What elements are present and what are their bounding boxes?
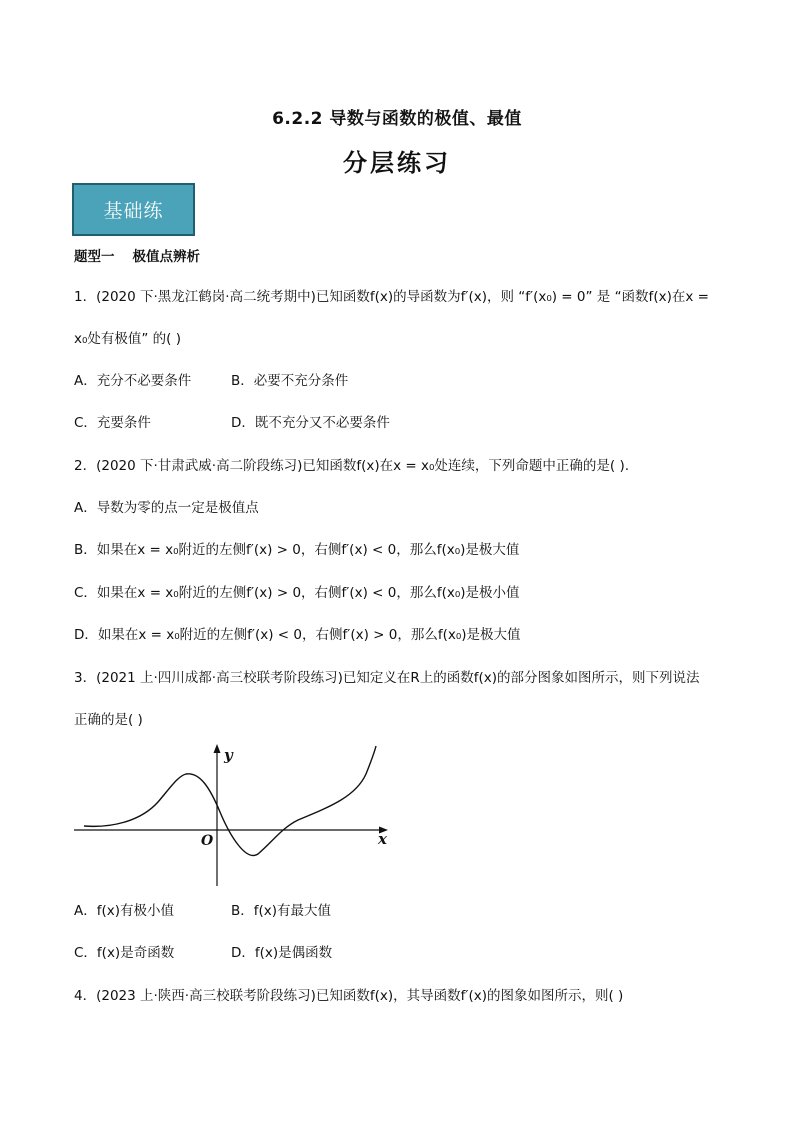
level-badge: 基础练: [72, 183, 195, 236]
q1-option-b: B．必要不充分条件: [231, 373, 349, 389]
section-label: 题型一: [74, 249, 115, 265]
q1-option-a: A．充分不必要条件: [74, 373, 192, 389]
q2-option-c: C．如果在x = x₀附近的左侧f′(x) > 0，右侧f′(x) < 0，那么f(x₀)是极小值: [74, 585, 520, 601]
section-name: 极值点辨析: [132, 249, 200, 265]
q1-option-c: C．充要条件: [74, 415, 151, 431]
function-graph: [70, 740, 400, 890]
y-axis-label: y: [224, 746, 233, 764]
origin-label: O: [201, 833, 214, 849]
question-3-text-cont: 正确的是( ): [74, 712, 143, 728]
q1-option-d: D．既不充分又不必要条件: [231, 415, 390, 431]
q3-option-c: C．f(x)是奇函数: [74, 945, 175, 961]
question-3-text: 3．(2021 上·四川成都·高三校联考阶段练习)已知定义在R上的函数f(x)的部分图象如图所示，则下列说法: [74, 670, 700, 686]
question-2-text: 2．(2020 下·甘肃武威·高二阶段练习)已知函数f(x)在x = x₀处连续，下列命题中正确的是( ).: [74, 458, 630, 474]
question-1-text: 1．(2020 下·黑龙江鹤岗·高二统考期中)已知函数f(x)的导函数为f′(x)，则 “f′(x₀) = 0” 是 “函数f(x)在x =: [74, 289, 709, 305]
question-4-text: 4．(2023 上·陕西·高三校联考阶段练习)已知函数f(x)，其导函数f′(x)的图象如图所示，则( ): [74, 988, 624, 1004]
q2-option-a: A．导数为零的点一定是极值点: [74, 500, 259, 516]
y-axis-arrow: [214, 744, 221, 753]
q3-option-d: D．f(x)是偶函数: [231, 945, 333, 961]
page-subtitle: 分层练习: [343, 149, 451, 177]
q3-option-b: B．f(x)有最大值: [231, 903, 332, 919]
question-1-text-cont: x₀处有极值” 的( ): [74, 331, 182, 347]
q2-option-b: B．如果在x = x₀附近的左侧f′(x) > 0，右侧f′(x) < 0，那么f(x₀)是极大值: [74, 542, 520, 558]
page-title: 6.2.2 导数与函数的极值、最值: [272, 109, 522, 129]
q3-option-a: A．f(x)有极小值: [74, 903, 175, 919]
x-axis-label: x: [378, 830, 387, 848]
q2-option-d: D．如果在x = x₀附近的左侧f′(x) < 0，右侧f′(x) > 0，那么f(x₀)是极大值: [74, 627, 521, 643]
section-heading: [74, 245, 200, 265]
